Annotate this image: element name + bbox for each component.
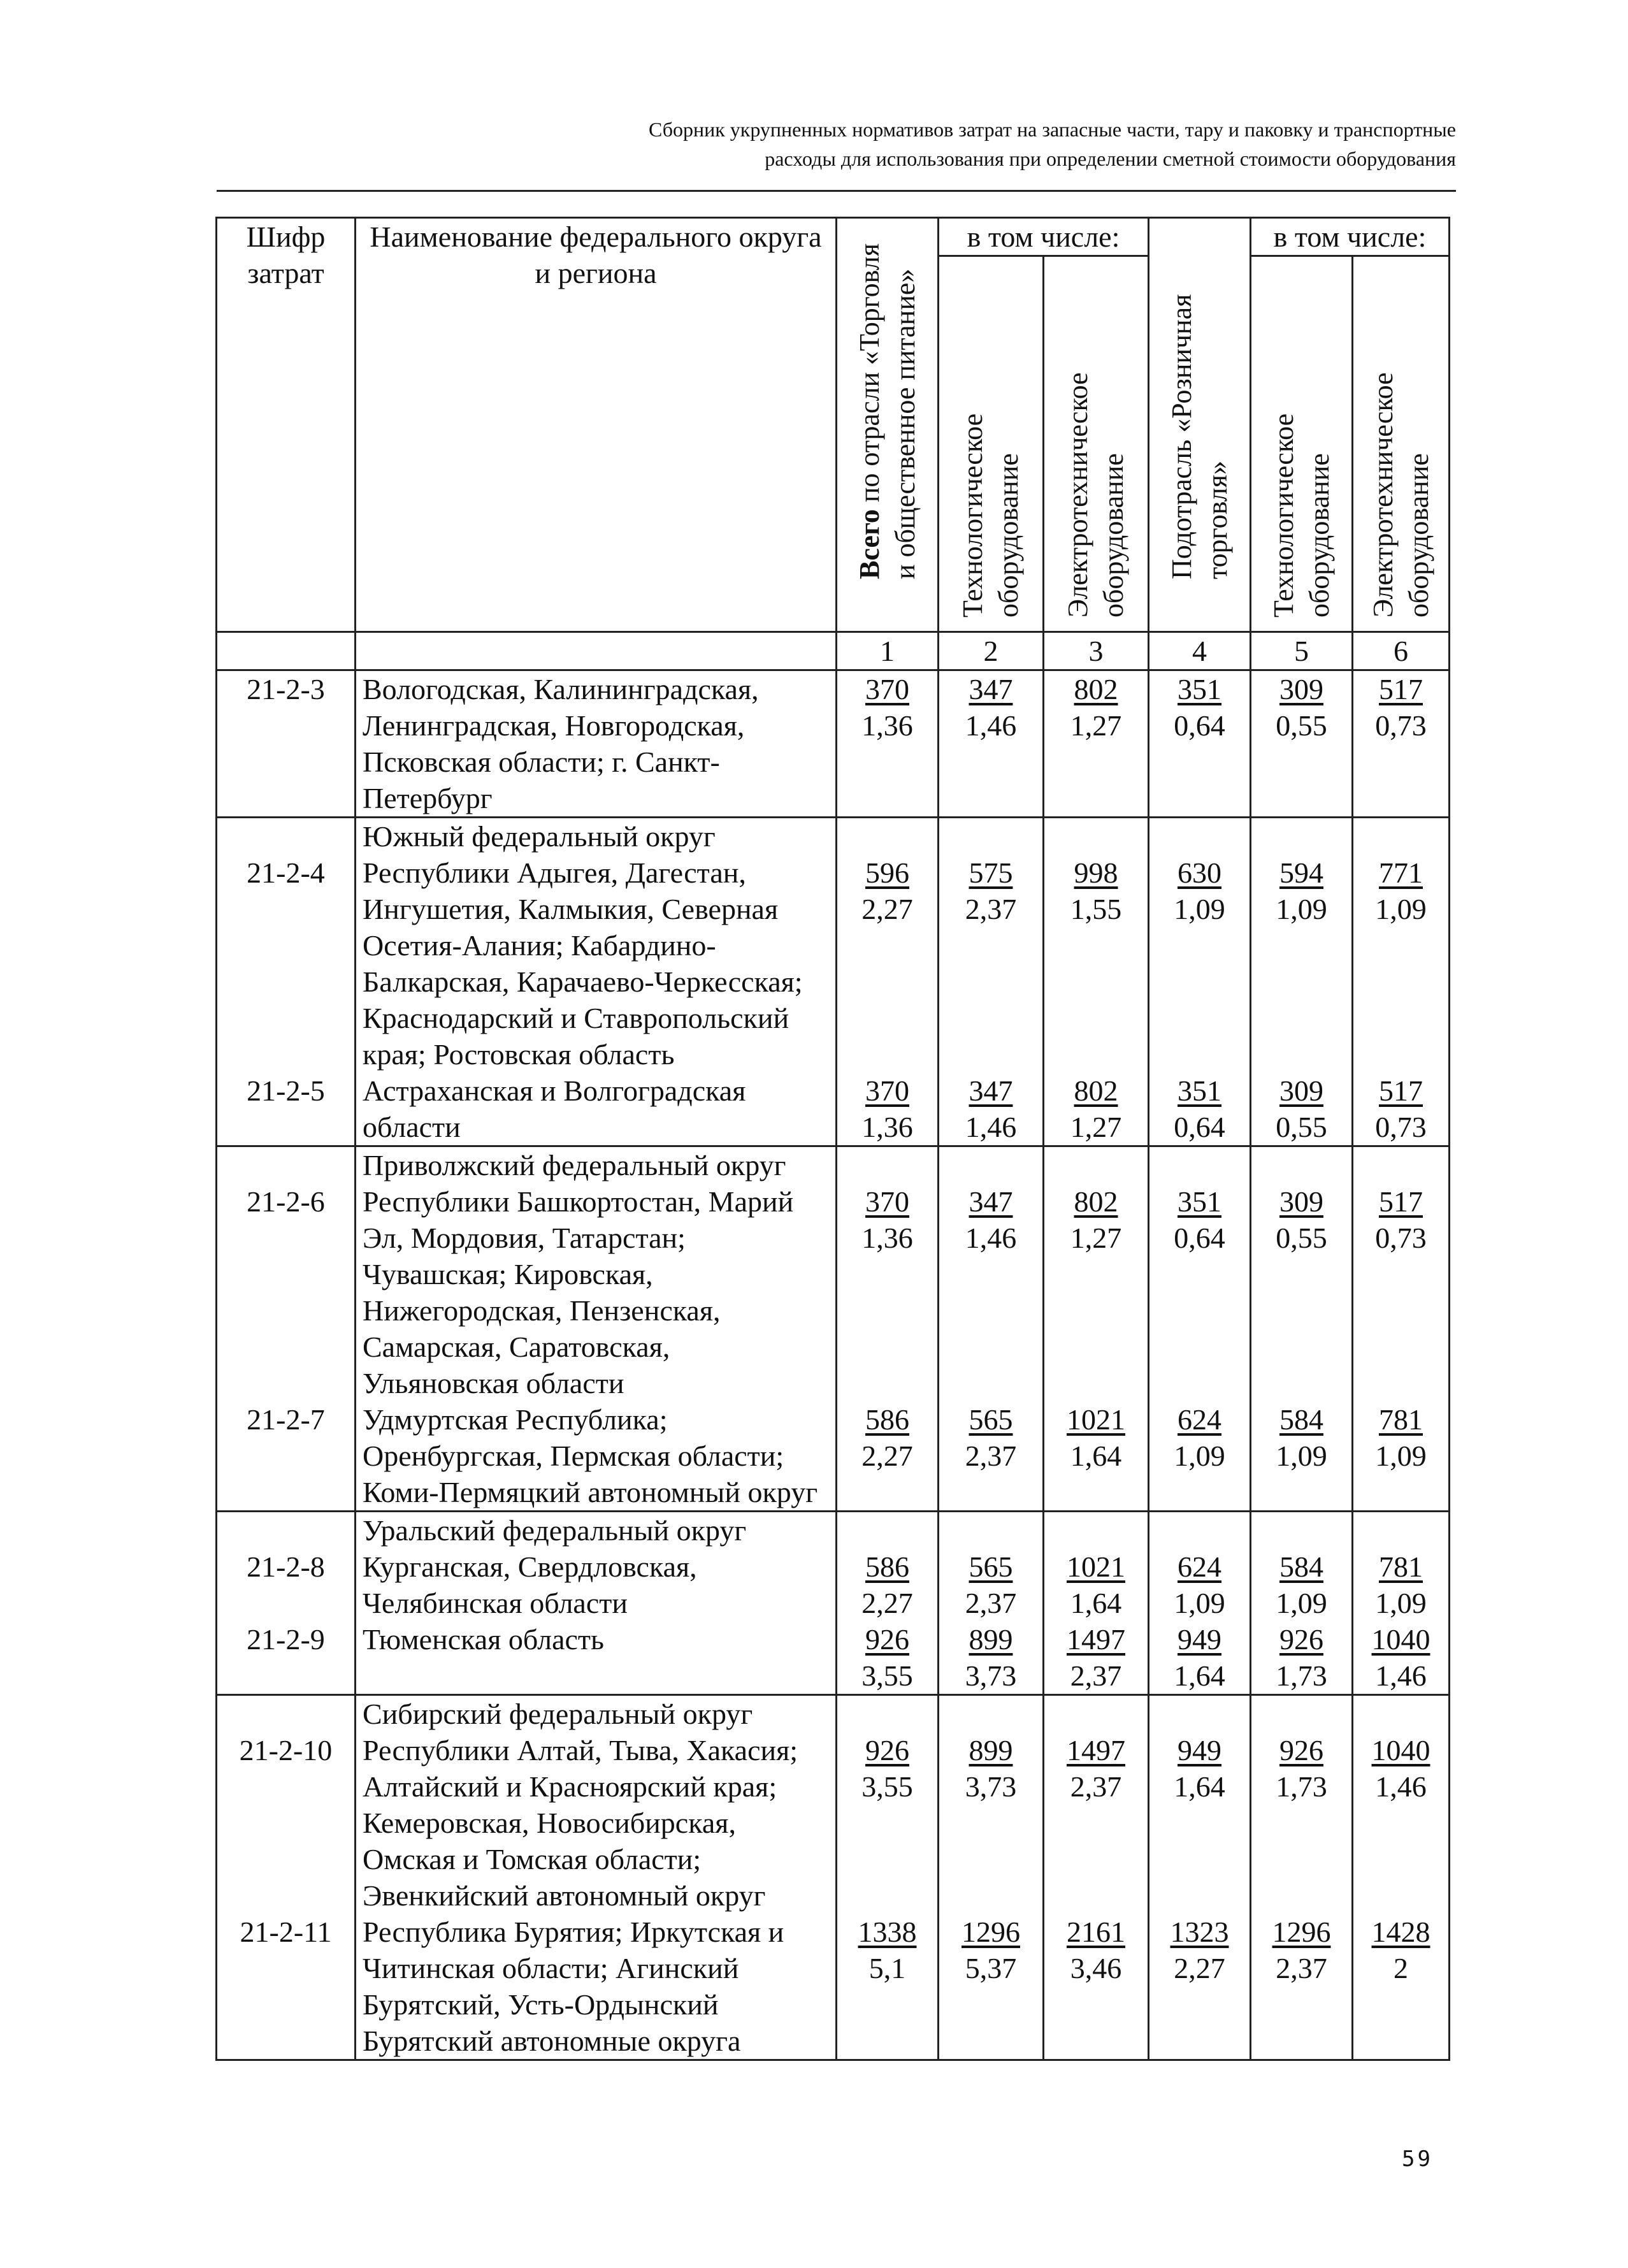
value-cell [837,1695,939,1733]
cost-value: 1497 [1067,1623,1125,1656]
value-cell [1044,1549,1149,1621]
cost-value: 1338 [858,1916,917,1948]
cost-code: 21-2-6 [217,1183,356,1401]
incl-header-1: в том числе: [939,218,1149,256]
value-cell [837,855,939,1073]
cost-coefficient: 0,64 [1174,1222,1225,1254]
value-cell [1353,1146,1450,1184]
table-row [217,1914,1450,2060]
cost-coefficient: 0,73 [1375,1222,1427,1254]
cost-value: 624 [1178,1403,1221,1436]
cost-value: 802 [1074,1185,1118,1218]
region-name: Тюменская область [356,1621,837,1695]
value-cell [1149,1914,1251,2060]
header-line-2: расходы для использования при определении сметной стоимости оборудования [765,147,1456,170]
cost-code: 21-2-5 [217,1073,356,1146]
cost-norms-table [215,217,1450,2061]
col-total-rest: по отрасли «Торговля и общественное питание» [853,243,921,579]
cost-coefficient: 1,46 [965,1222,1017,1254]
cost-value: 586 [865,1403,909,1436]
cost-value: 1021 [1067,1403,1125,1436]
cost-coefficient: 1,36 [861,709,913,742]
code-cell [217,818,356,855]
column-number: 3 [1044,632,1149,670]
value-cell [1251,1512,1353,1549]
cost-coefficient: 2,37 [965,1587,1017,1619]
cost-value: 309 [1279,673,1323,705]
column-number: 2 [939,632,1044,670]
cost-value: 926 [865,1734,909,1766]
cost-coefficient: 1,64 [1070,1440,1122,1472]
value-cell [1353,1549,1450,1621]
cost-value: 517 [1379,1185,1423,1218]
cost-value: 1296 [1272,1916,1331,1948]
cost-coefficient: 2,37 [1070,1770,1122,1803]
value-cell [1149,818,1251,855]
cost-coefficient: 3,73 [965,1659,1017,1692]
federal-district-heading: Уральский федеральный округ [356,1512,837,1549]
col-tech1-label: Технологическое оборудование [957,413,1024,618]
region-name: Удмуртская Республика; Оренбургская, Пермская области; Коми-Пермяцкий автономный округ [356,1401,837,1512]
cost-coefficient: 1,09 [1276,1440,1327,1472]
cost-coefficient: 1,09 [1375,1440,1427,1472]
value-cell [1149,1732,1251,1914]
value-cell [1044,1146,1149,1184]
value-cell [837,1401,939,1512]
value-cell [1353,1695,1450,1733]
value-cell [837,1549,939,1621]
value-cell [1251,1621,1353,1695]
table-row [217,855,1450,1073]
value-cell [837,1621,939,1695]
cost-coefficient: 3,55 [861,1659,913,1692]
cost-value: 347 [969,1074,1013,1107]
value-cell [837,1073,939,1146]
cost-value: 926 [1279,1734,1323,1766]
column-number: 5 [1251,632,1353,670]
code-cell [217,1512,356,1549]
cost-value: 802 [1074,673,1118,705]
cost-value: 351 [1178,1185,1221,1218]
value-cell [1353,1512,1450,1549]
cost-value: 517 [1379,673,1423,705]
cost-coefficient: 0,55 [1276,1222,1327,1254]
cost-coefficient: 0,64 [1174,709,1225,742]
cost-coefficient: 1,46 [1375,1659,1427,1692]
value-cell [837,1914,939,2060]
column-number: 6 [1353,632,1450,670]
col-elec1-header [1044,256,1149,632]
value-cell [1251,1073,1353,1146]
value-cell [1044,1183,1149,1401]
cost-value: 309 [1279,1074,1323,1107]
cost-coefficient: 1,64 [1174,1659,1225,1692]
cost-code: 21-2-3 [217,670,356,818]
cost-coefficient: 1,64 [1174,1770,1225,1803]
col-elec2-header [1353,256,1450,632]
cost-value: 594 [1279,856,1323,889]
cost-coefficient: 1,27 [1070,1222,1122,1254]
cost-coefficient: 1,27 [1070,1111,1122,1143]
cost-value: 998 [1074,856,1118,889]
col-retail-header [1149,218,1251,632]
value-cell [1251,1695,1353,1733]
cost-value: 370 [865,673,909,705]
cost-code: 21-2-7 [217,1401,356,1512]
cost-coefficient: 2,37 [965,1440,1017,1472]
cost-coefficient: 1,09 [1276,893,1327,925]
cost-coefficient: 3,73 [965,1770,1017,1803]
cost-value: 1040 [1371,1734,1430,1766]
cost-coefficient: 1,73 [1276,1770,1327,1803]
value-cell [1149,855,1251,1073]
cost-coefficient: 5,37 [965,1952,1017,1984]
cost-coefficient: 1,46 [1375,1770,1427,1803]
cost-value: 1296 [962,1916,1020,1948]
cost-value: 949 [1178,1623,1221,1656]
col-total-header [837,218,939,632]
value-cell [1044,1695,1149,1733]
cost-coefficient: 1,09 [1276,1587,1327,1619]
value-cell [1044,818,1149,855]
value-cell [1251,855,1353,1073]
col-code-header: Шифр затрат [217,218,356,632]
cost-value: 802 [1074,1074,1118,1107]
value-cell [1353,1914,1450,2060]
value-cell [1044,670,1149,818]
col-elec1-label: Электротехническое оборудование [1062,372,1129,618]
region-heading-row [217,1512,1450,1549]
value-cell [1149,1621,1251,1695]
value-cell [1353,818,1450,855]
col-name-header: Наименование федерального округа и региона [356,218,837,632]
cost-value: 926 [1279,1623,1323,1656]
value-cell [939,1549,1044,1621]
cost-value: 771 [1379,856,1423,889]
value-cell [939,1695,1044,1733]
value-cell [837,1732,939,1914]
value-cell [1044,1732,1149,1914]
value-cell [1353,1183,1450,1401]
cost-coefficient: 3,46 [1070,1952,1122,1984]
value-cell [939,1732,1044,1914]
value-cell [1044,1914,1149,2060]
cost-value: 370 [865,1074,909,1107]
cost-value: 584 [1279,1403,1323,1436]
cost-coefficient: 1,27 [1070,709,1122,742]
value-cell [939,1401,1044,1512]
value-cell [837,1512,939,1549]
cost-coefficient: 2,27 [861,1587,913,1619]
value-cell [939,1512,1044,1549]
table-row [217,1183,1450,1401]
value-cell [939,1183,1044,1401]
value-cell [1251,1732,1353,1914]
col-tech1-header [939,256,1044,632]
cost-coefficient: 1,55 [1070,893,1122,925]
cost-coefficient: 2,37 [1276,1952,1327,1984]
value-cell [1149,1401,1251,1512]
cost-value: 1323 [1170,1916,1229,1948]
col-tech2-label: Технологическое оборудование [1267,413,1335,618]
value-cell [1353,855,1450,1073]
code-cell [217,1695,356,1733]
region-name: Республики Алтай, Тыва, Хакасия; Алтайский и Красноярский края; Кемеровская, Новосибирская, Омская и Томская области; Эвенкийский автономный округ [356,1732,837,1914]
value-cell [837,1146,939,1184]
value-cell [1353,1073,1450,1146]
value-cell [939,1621,1044,1695]
cost-value: 1497 [1067,1734,1125,1766]
cost-value: 1040 [1371,1623,1430,1656]
region-heading-row [217,1695,1450,1733]
value-cell [1251,670,1353,818]
column-number: 4 [1149,632,1251,670]
cost-coefficient: 2,27 [861,893,913,925]
table-row [217,670,1450,818]
value-cell [1044,855,1149,1073]
cost-coefficient: 0,55 [1276,1111,1327,1143]
region-name: Астраханская и Волгоградская области [356,1073,837,1146]
cost-coefficient: 3,55 [861,1770,913,1803]
cost-value: 781 [1379,1550,1423,1583]
value-cell [837,1183,939,1401]
value-cell [1353,670,1450,818]
value-cell [1149,1183,1251,1401]
value-cell [1044,1621,1149,1695]
federal-district-heading: Сибирский федеральный округ [356,1695,837,1733]
cost-coefficient: 1,09 [1375,893,1427,925]
region-name: Курганская, Свердловская, Челябинская области [356,1549,837,1621]
value-cell [1149,1512,1251,1549]
table-body [217,670,1450,2060]
value-cell [1149,670,1251,818]
cost-coefficient: 1,73 [1276,1659,1327,1692]
cost-coefficient: 2 [1394,1952,1408,1984]
cost-value: 1021 [1067,1550,1125,1583]
cost-coefficient: 2,27 [1174,1952,1225,1984]
cost-value: 351 [1178,673,1221,705]
value-cell [1044,1401,1149,1512]
cost-coefficient: 1,36 [861,1222,913,1254]
incl-header-2: в том числе: [1251,218,1450,256]
cost-coefficient: 1,46 [965,709,1017,742]
code-cell [217,1146,356,1184]
cost-code: 21-2-11 [217,1914,356,2060]
col-elec2-label: Электротехническое оборудование [1367,372,1434,618]
cost-value: 565 [969,1403,1013,1436]
cost-value: 630 [1178,856,1221,889]
value-cell [1044,1073,1149,1146]
value-cell [1149,1146,1251,1184]
value-cell [939,1146,1044,1184]
region-heading-row [217,1146,1450,1184]
value-cell [837,818,939,855]
cost-code: 21-2-4 [217,855,356,1073]
value-cell [1251,1914,1353,2060]
table-row [217,1732,1450,1914]
running-header [210,115,1456,173]
value-cell [1251,1401,1353,1512]
value-cell [939,1914,1044,2060]
value-cell [939,855,1044,1073]
value-cell [1251,1549,1353,1621]
value-cell [939,818,1044,855]
cost-value: 584 [1279,1550,1323,1583]
value-cell [939,1073,1044,1146]
column-number: 1 [837,632,939,670]
value-cell [1149,1549,1251,1621]
cost-code: 21-2-10 [217,1732,356,1914]
cost-value: 949 [1178,1734,1221,1766]
value-cell [1353,1621,1450,1695]
value-cell [1251,1183,1353,1401]
value-cell [837,670,939,818]
cost-value: 596 [865,856,909,889]
cost-coefficient: 1,09 [1174,893,1225,925]
region-name: Республики Башкортостан, Марий Эл, Мордовия, Татарстан; Чувашская; Кировская, Нижегородская, Пензенская, Самарская, Саратовская, Ульяновская области [356,1183,837,1401]
federal-district-heading: Приволжский федеральный округ [356,1146,837,1184]
table-row [217,1549,1450,1621]
cost-value: 899 [969,1734,1013,1766]
value-cell [1044,1512,1149,1549]
cost-coefficient: 2,27 [861,1440,913,1472]
cost-coefficient: 1,09 [1375,1587,1427,1619]
cost-value: 899 [969,1623,1013,1656]
cost-value: 2161 [1067,1916,1125,1948]
cost-coefficient: 1,09 [1174,1587,1225,1619]
cost-coefficient: 1,64 [1070,1587,1122,1619]
federal-district-heading: Южный федеральный округ [356,818,837,855]
cost-coefficient: 0,73 [1375,709,1427,742]
value-cell [939,670,1044,818]
header-rule [217,190,1456,192]
table-row [217,1621,1450,1695]
cost-code: 21-2-8 [217,1549,356,1621]
cost-value: 565 [969,1550,1013,1583]
cost-value: 517 [1379,1074,1423,1107]
cost-value: 347 [969,1185,1013,1218]
value-cell [1149,1073,1251,1146]
cost-coefficient: 2,37 [1070,1659,1122,1692]
cost-value: 575 [969,856,1013,889]
cost-value: 370 [865,1185,909,1218]
cost-value: 926 [865,1623,909,1656]
cost-value: 586 [865,1550,909,1583]
cost-value: 1428 [1371,1916,1430,1948]
value-cell [1353,1732,1450,1914]
cost-coefficient: 1,36 [861,1111,913,1143]
value-cell [1149,1695,1251,1733]
table-row [217,1401,1450,1512]
cost-value: 781 [1379,1403,1423,1436]
col-retail-label: Подотрасль «Розничная торговля» [1165,294,1233,579]
col-total-bold: Всего [853,509,885,579]
cost-coefficient: 0,64 [1174,1111,1225,1143]
header-line-1: Сборник укрупненных нормативов затрат на запасные части, тару и паковку и транспортные [648,118,1456,141]
page-number: 59 [1402,2146,1433,2172]
value-cell [1251,818,1353,855]
value-cell [1251,1146,1353,1184]
cost-coefficient: 2,37 [965,893,1017,925]
col-tech2-header [1251,256,1353,632]
value-cell [1353,1401,1450,1512]
cost-value: 624 [1178,1550,1221,1583]
cost-coefficient: 0,55 [1276,709,1327,742]
cost-coefficient: 5,1 [868,1952,906,1984]
cost-value: 309 [1279,1185,1323,1218]
table-row [217,1073,1450,1146]
region-name: Республики Адыгея, Дагестан, Ингушетия, Калмыкия, Северная Осетия-Алания; Кабардино-Балкарская, Карачаево-Черкесская; Краснодарский и Ставропольский края; Ростовская область [356,855,837,1073]
cost-value: 351 [1178,1074,1221,1107]
cost-code: 21-2-9 [217,1621,356,1695]
cost-coefficient: 1,46 [965,1111,1017,1143]
region-name: Республика Бурятия; Иркутская и Читинская области; Агинский Бурятский, Усть-Ордынский Бурятский автономные округа [356,1914,837,2060]
cost-coefficient: 0,73 [1375,1111,1427,1143]
cost-coefficient: 1,09 [1174,1440,1225,1472]
region-name: Вологодская, Калининградская, Ленинградская, Новгородская, Псковская области; г. Санкт-Петербург [356,670,837,818]
region-heading-row [217,818,1450,855]
cost-value: 347 [969,673,1013,705]
